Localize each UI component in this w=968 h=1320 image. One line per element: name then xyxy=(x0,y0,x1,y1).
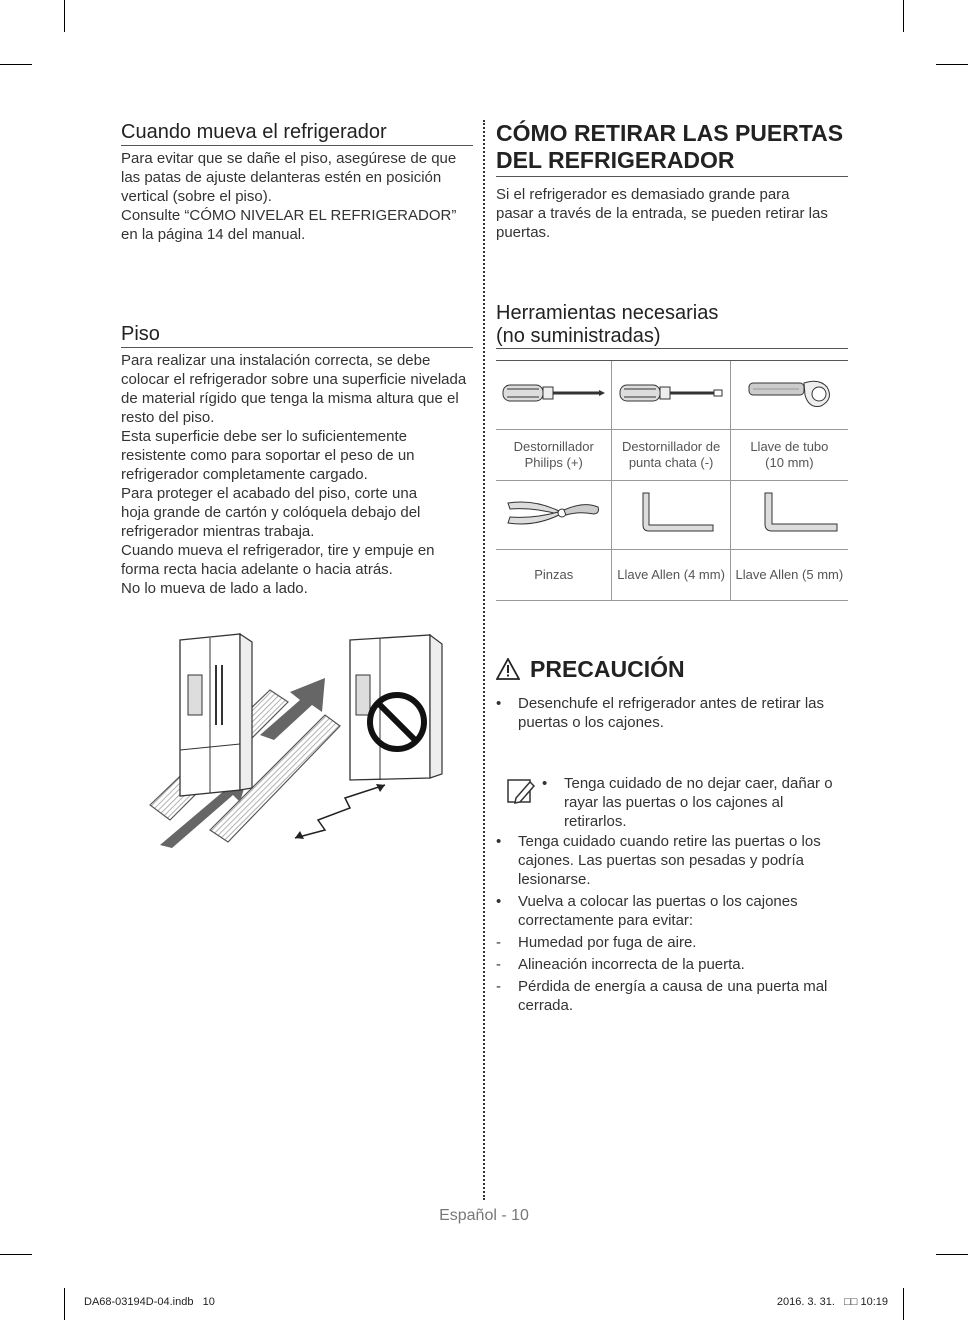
crop-mark xyxy=(0,1254,32,1255)
tool-label-line: (10 mm) xyxy=(765,455,814,470)
text-line: forma recta hacia adelante o hacia atrás. xyxy=(121,561,393,578)
crop-mark xyxy=(936,64,968,65)
dash-mark: - xyxy=(496,978,501,995)
intro-text xyxy=(496,185,856,242)
caution-title: PRECAUCIÓN xyxy=(530,656,685,682)
page-number: Español - 10 xyxy=(439,1207,529,1224)
tool-label xyxy=(612,430,730,481)
warning-triangle-icon xyxy=(496,658,520,680)
section-title-moving: Cuando mueva el refrigerador xyxy=(121,121,387,143)
bullet-mark: • xyxy=(496,833,502,850)
title-rule xyxy=(496,176,848,177)
caution-subitem xyxy=(496,955,841,974)
bullet-mark: • xyxy=(496,893,502,910)
caution-subitem xyxy=(496,933,841,952)
text-line: Para proteger el acabado del piso, corte una xyxy=(121,485,418,502)
text-line: Para realizar una instalación correcta, se debe xyxy=(121,352,431,369)
tool-label-line: Llave de tubo xyxy=(750,439,829,454)
dash-mark: - xyxy=(496,956,501,973)
main-title-line-2: DEL REFRIGERADOR xyxy=(496,147,735,173)
tool-label-line: punta chata (-) xyxy=(628,455,714,470)
text-line: vertical (sobre el piso). xyxy=(121,188,272,205)
tool-label: Llave Allen (4 mm) xyxy=(612,550,730,601)
bullet-mark: • xyxy=(542,775,548,792)
tool-cell xyxy=(730,481,848,550)
socket-wrench-icon xyxy=(739,373,839,413)
note-text: Tenga cuidado de no dejar caer, dañar o rayar las puertas o los cajones al retirarlos. xyxy=(564,775,833,830)
section-title-floor: Piso xyxy=(121,323,160,345)
tool-cell xyxy=(496,361,612,430)
title-rule xyxy=(496,348,848,349)
moving-text xyxy=(121,149,481,244)
caution-text: Vuelva a colocar las puertas o los cajones correctamente para evitar: xyxy=(518,893,798,929)
text-line: las patas de ajuste delanteras estén en posición xyxy=(121,169,442,186)
text-line: refrigerador completamente cargado. xyxy=(121,466,368,483)
tool-label: Pinzas xyxy=(496,550,612,601)
tools-title-line-2: (no suministradas) xyxy=(496,325,661,347)
caution-text: Humedad por fuga de aire. xyxy=(518,934,697,951)
caution-item xyxy=(496,832,841,889)
tool-cell xyxy=(612,481,730,550)
tool-cell xyxy=(730,361,848,430)
floor-text xyxy=(121,351,483,598)
allen-key-icon xyxy=(621,491,721,535)
refrigerator-icon xyxy=(180,634,252,796)
file-name: DA68-03194D-04.indb 10 xyxy=(84,1296,215,1308)
title-rule xyxy=(121,347,473,348)
text-line: puertas. xyxy=(496,224,551,241)
caution-item xyxy=(496,694,841,732)
text-line: de material rígido que tenga la misma altura que el xyxy=(121,390,459,407)
crop-mark xyxy=(936,1254,968,1255)
text-line: en la página 14 del manual. xyxy=(121,226,306,243)
tool-label-line: Philips (+) xyxy=(524,455,583,470)
tools-table xyxy=(496,361,848,601)
caution-list xyxy=(496,694,841,735)
text-line: colocar el refrigerador sobre una superficie nivelada xyxy=(121,371,467,388)
caution-text: Desenchufe el refrigerador antes de retirar las puertas o los cajones. xyxy=(518,695,824,731)
allen-key-icon xyxy=(739,491,839,535)
text-line: Cuando mueva el refrigerador, tire y empuje en xyxy=(121,542,435,559)
text-line: Consulte “CÓMO NIVELAR EL REFRIGERADOR” xyxy=(121,207,457,224)
text-line: hoja grande de cartón y colóquela debajo del xyxy=(121,504,421,521)
text-line: Esta superficie debe ser lo suficientemente xyxy=(121,428,407,445)
note-icon xyxy=(506,776,536,806)
pliers-icon xyxy=(504,493,604,533)
tool-label: Llave Allen (5 mm) xyxy=(730,550,848,601)
refrigerator-icon xyxy=(350,635,442,780)
tool-cell xyxy=(496,481,612,550)
crop-mark xyxy=(64,1288,65,1320)
phillips-screwdriver-icon xyxy=(501,378,607,408)
bullet-mark: • xyxy=(496,695,502,712)
crop-mark xyxy=(903,1288,904,1320)
crop-mark xyxy=(903,0,904,32)
text-line: No lo mueva de lado a lado. xyxy=(121,580,308,597)
text-line: refrigerador mientras trabaja. xyxy=(121,523,315,540)
caution-subitem xyxy=(496,977,841,1015)
crop-mark xyxy=(64,0,65,32)
text-line: Si el refrigerador es demasiado grande para xyxy=(496,186,790,203)
caution-list-continued xyxy=(496,832,841,1018)
crop-mark xyxy=(0,64,32,65)
caution-text: Tenga cuidado cuando retire las puertas o los cajones. Las puertas son pesadas y podría lesionarse. xyxy=(518,833,821,888)
column-divider xyxy=(483,120,485,1200)
text-line: resto del piso. xyxy=(121,409,215,426)
main-title-line-1: CÓMO RETIRAR LAS PUERTAS xyxy=(496,120,844,146)
text-line: Para evitar que se dañe el piso, asegúrese de que xyxy=(121,150,457,167)
tool-label-line: Destornillador xyxy=(513,439,594,454)
tool-label-line: Destornillador de xyxy=(621,439,721,454)
text-line: resistente como para soportar el peso de un xyxy=(121,447,415,464)
moving-refrigerator-illustration xyxy=(140,630,460,850)
dash-mark: - xyxy=(496,934,501,951)
text-line: pasar a través de la entrada, se pueden retirar las xyxy=(496,205,828,222)
caution-text: Alineación incorrecta de la puerta. xyxy=(518,956,745,973)
flat-screwdriver-icon xyxy=(618,378,724,408)
title-rule xyxy=(121,145,473,146)
tool-cell xyxy=(612,361,730,430)
note-item xyxy=(542,774,842,831)
tool-label xyxy=(496,430,612,481)
tool-label xyxy=(730,430,848,481)
caution-text: Pérdida de energía a causa de una puerta mal cerrada. xyxy=(518,978,828,1014)
tools-title-line-1: Herramientas necesarias xyxy=(496,302,719,324)
note-list xyxy=(542,774,842,834)
caution-item xyxy=(496,892,841,930)
print-stamp: 2016. 3. 31. □□ 10:19 xyxy=(776,1296,888,1308)
zigzag-arrow-icon xyxy=(295,784,385,839)
